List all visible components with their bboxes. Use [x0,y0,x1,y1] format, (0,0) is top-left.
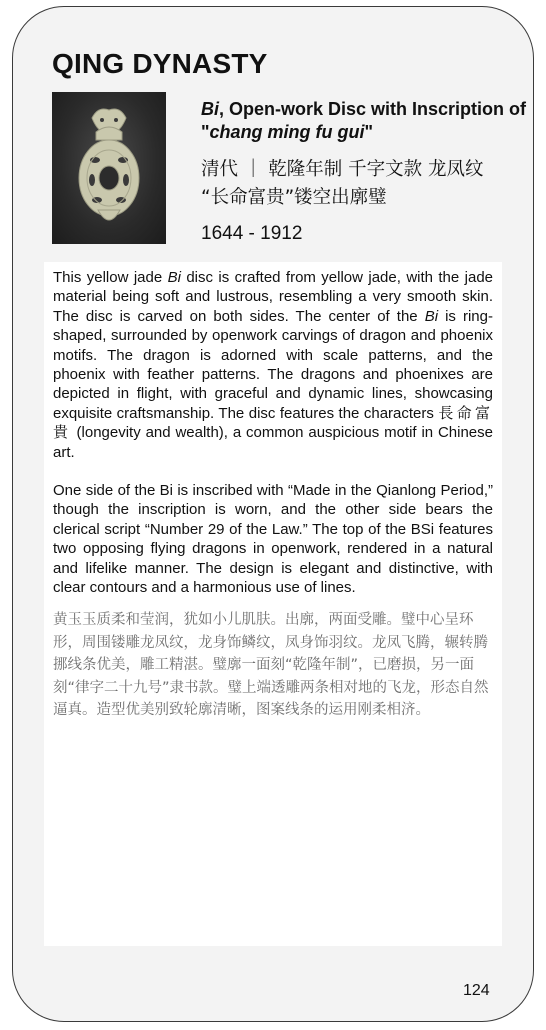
p1-term-bi-2: Bi [424,307,439,325]
chinese-title-line2: “长命富贵”镂空出廓璧 [201,187,387,208]
p1-text-e: is ring-shaped, surrounded by openwork carvings of dragon and phoenix motifs. The dragon is adorned with scale patterns, and the phoenix with feather patterns. The dragons and phoenixes are depicted in flight, with graceful and dynamic lines, showcasing exquisite craftsmanship. The disc features the characters [53,307,493,422]
p1-term-bi: Bi [167,269,181,286]
object-title [201,98,531,144]
p1-text-c: disc is crafted from yellow jade, with the jade material being soft and lustrous, resembling a very smooth skin. The disc is carved on both sides. The center of the [53,269,494,325]
artifact-photo [52,92,166,244]
description-paragraph-chinese: 黄玉玉质柔和莹润，犹如小儿肌肤。出廓，两面受雕。璧中心呈环形，周围镂雕龙凤纹，龙身饰鳞纹，凤身饰羽纹。龙凤飞腾，辗转腾挪线条优美，雕工精湛。璧廓一面刻“乾隆年制”，已磨损，另一面刻“律字二十九号”隶书款。璧上端透雕两条相对地的飞龙，形态自然逼真。造型优美别致轮廓清晰，图案线条的运用刚柔相济。 [53,612,489,718]
object-chinese-title [201,156,531,212]
object-title-inscription: chang ming fu gui [209,122,365,142]
object-title-end: " [364,122,374,142]
dynasty-heading: QING DYNASTY [52,48,268,79]
description-paragraph-english-1 [53,268,493,462]
chinese-title-line1: 清代 ｜ 乾隆年制 千字文款 龙凤纹 [201,159,484,180]
page-number: 124 [463,982,490,999]
object-title-main: , Open-work Disc with Inscription of " [201,99,527,142]
object-title-italic: Bi [201,99,219,119]
p1-cjk-characters: 長命富貴 [53,403,493,442]
jade-disc-illustration [52,92,166,244]
description-panel [44,262,502,946]
description-paragraph-english-2: One side of the Bi is inscribed with “Made in the Qianlong Period,” though the inscription is worn, and the other side bears the clerical script “Number 29 of the Law.” The top of the BSi features two opposing flying dragons in openwork, rendered in a natural and lifelike manner. The design is elegant and distinctive, with clear contours and a harmonious use of lines. [53,482,493,597]
p1-text-f: (longevity and wealth), a common auspicious motif in Chinese art. [53,424,493,461]
p1-text-a: This yellow jade [53,269,168,286]
object-date: 1644 - 1912 [201,223,303,244]
